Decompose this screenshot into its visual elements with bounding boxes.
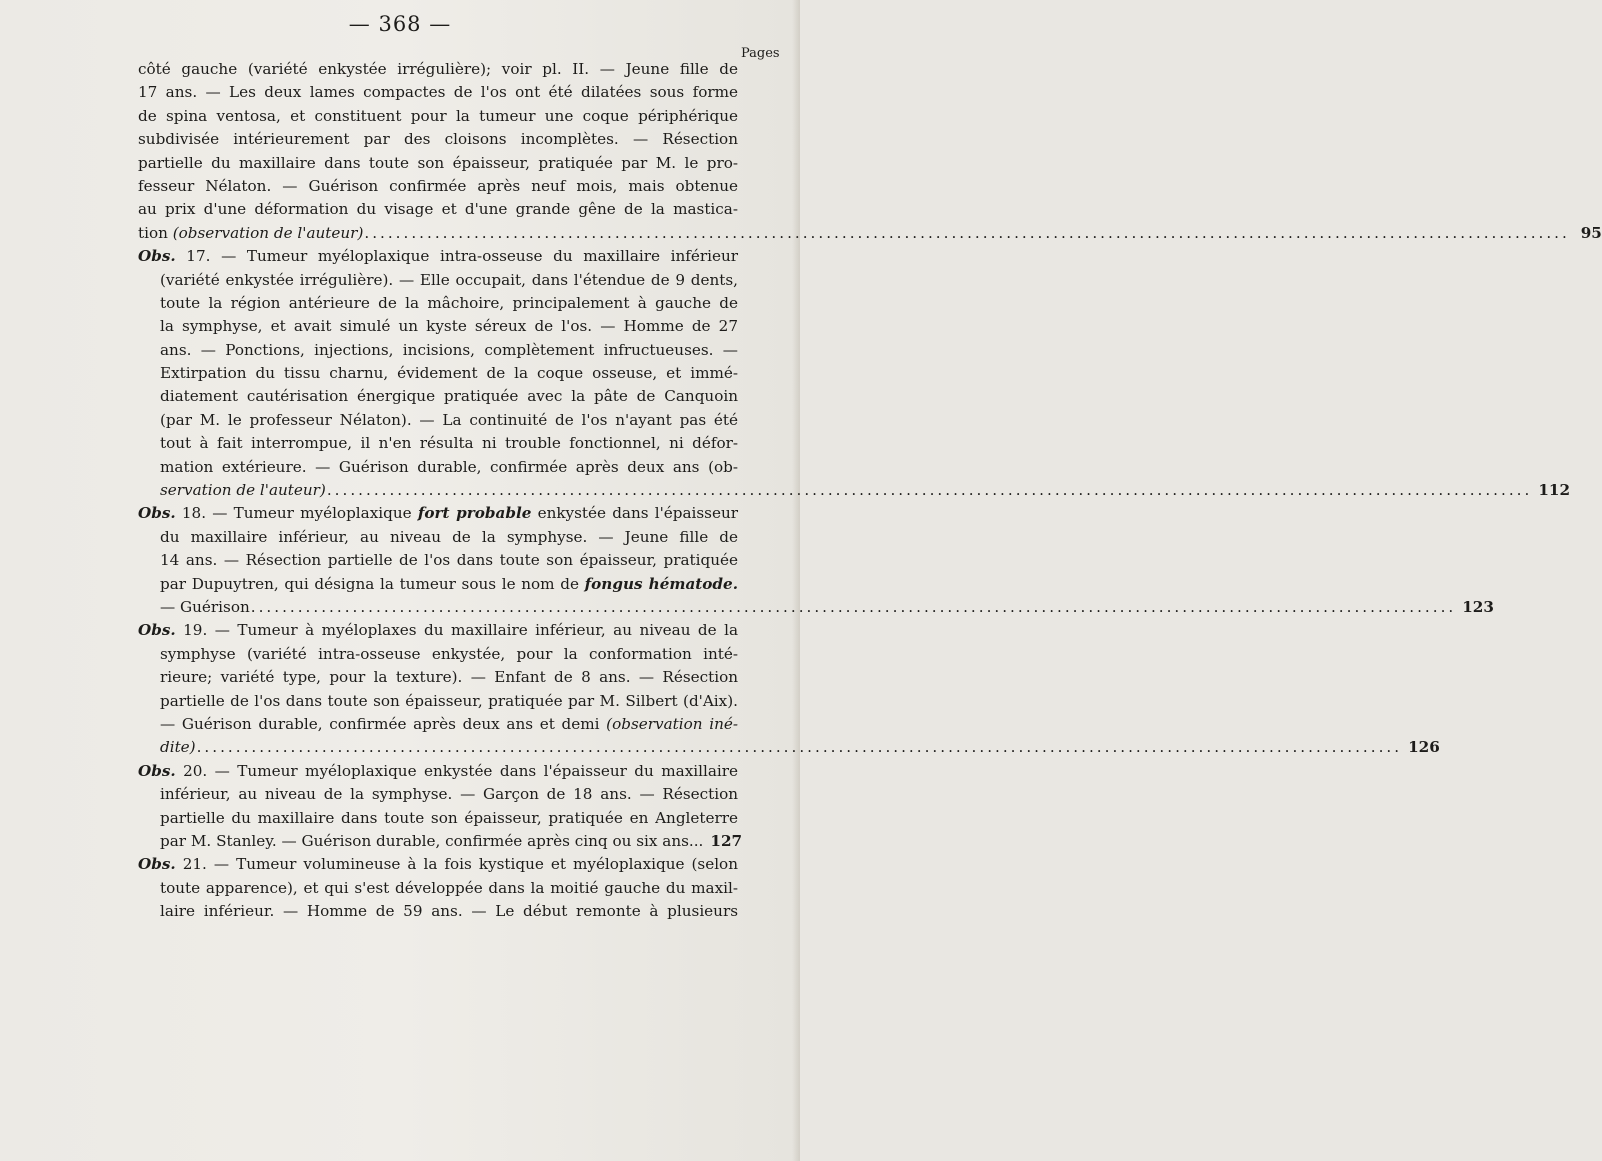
text-line: (variété enkystée irrégulière). — Elle occupait, dans l'étendue de 9 dents,	[160, 270, 738, 289]
text-line: toute apparence), et qui s'est développée dans la moitié gauche du maxil-	[160, 878, 738, 897]
text-line: 14 ans. — Résection partielle de l'os dans toute son épaisseur, pratiquée	[160, 551, 738, 570]
entry-last-line	[138, 222, 1602, 245]
text-line: partielle du maxillaire dans toute son épaisseur, pratiquée par M. le pro-	[138, 153, 738, 172]
text-fragment: 21. — Tumeur volumineuse à la fois kystique et myéloplaxique (selon	[175, 855, 738, 874]
italic-source-note: servation de l'auteur)	[160, 481, 326, 500]
entry-first-line	[138, 502, 738, 525]
entry-last-line	[138, 736, 1440, 759]
text-line: symphyse (variété intra-osseuse enkystée, pour la conformation inté-	[160, 644, 738, 663]
obs-label: Obs.	[138, 621, 176, 640]
text-fragment: enkystée dans l'épaisseur	[531, 504, 739, 523]
text-line: (par M. le professeur Nélaton). — La continuité de l'os n'ayant pas été	[160, 410, 738, 429]
text-line: 17 ans. — Les deux lames compactes de l'os ont été dilatées sous forme	[138, 83, 738, 102]
text-line: toute la région antérieure de la mâchoire, principalement à gauche de	[160, 293, 738, 312]
text-fragment: par M. Stanley. — Guérison durable, confirmée après cinq ou six ans...	[160, 831, 704, 850]
obs-label: Obs.	[138, 247, 176, 266]
text-line: inférieur, au niveau de la symphyse. — Garçon de 18 ans. — Résection	[160, 785, 738, 804]
text-line: partielle du maxillaire dans toute son épaisseur, pratiquée en Angleterre	[160, 808, 738, 827]
text-line: mation extérieure. — Guérison durable, confirmée après deux ans (ob-	[160, 457, 738, 476]
italic-emphasis: fort probable	[417, 504, 532, 523]
text-fragment: tion	[138, 223, 173, 242]
entry-first-line	[138, 853, 738, 876]
observations-list	[138, 58, 1602, 923]
text-fragment: 17. — Tumeur myéloplaxique intra-osseuse du maxillaire inférieur	[175, 247, 738, 266]
scan-edge-shadow	[792, 0, 800, 1161]
entry-first-line	[138, 245, 738, 268]
text-line: Extirpation du tissu charnu, évidement de la coque osseuse, et immé-	[160, 364, 738, 383]
text-line: partielle de l'os dans toute son épaisseur, pratiquée par M. Silbert (d'Aix).	[160, 691, 738, 710]
entry-first-line	[138, 760, 738, 783]
text-line: tout à fait interrompue, il n'en résulta ni trouble fonctionnel, ni défor-	[160, 434, 738, 453]
text-line-with-emphasis	[138, 713, 738, 736]
pages-column-label: Pages	[741, 46, 780, 61]
page-reference: 95	[1580, 223, 1602, 242]
text-fragment: 19. — Tumeur à myéloplaxes du maxillaire inférieur, au niveau de la	[175, 621, 738, 640]
page-reference: 123	[1462, 597, 1494, 616]
entry-last-line	[138, 830, 743, 853]
obs-label: Obs.	[138, 761, 176, 780]
observation-19	[138, 619, 1440, 759]
dot-leader	[364, 222, 1569, 245]
italic-source-note: dite)	[160, 738, 196, 757]
text-line: de spina ventosa, et constituent pour la tumeur une coque périphérique	[138, 106, 738, 125]
dot-leader	[251, 596, 1456, 619]
text-line-with-emphasis	[138, 573, 738, 596]
entry-last-line	[138, 479, 1571, 502]
observation-18	[138, 502, 1494, 619]
observation-21	[138, 853, 738, 923]
text-line: rieure; variété type, pour la texture). — Enfant de 8 ans. — Résection	[160, 668, 738, 687]
observation-20	[138, 760, 743, 854]
italic-source-note: (observation iné-	[606, 714, 738, 733]
page-reference: 127	[710, 831, 743, 850]
observation-16-continuation	[138, 58, 1602, 245]
entry-first-line	[138, 619, 738, 642]
obs-label: Obs.	[138, 855, 176, 874]
page-reference: 126	[1408, 738, 1440, 757]
text-line: diatement cautérisation énergique pratiquée avec la pâte de Canquoin	[160, 387, 738, 406]
text-line: la symphyse, et avait simulé un kyste séreux de l'os. — Homme de 27	[160, 317, 738, 336]
observation-17	[138, 245, 1571, 502]
text-line: subdivisée intérieurement par des cloisons incomplètes. — Résection	[138, 130, 738, 149]
text-fragment: 20. — Tumeur myéloplaxique enkystée dans l'épaisseur du maxillaire	[175, 761, 738, 780]
text-line: fesseur Nélaton. — Guérison confirmée après neuf mois, mais obtenue	[138, 176, 738, 195]
page-reference: 112	[1538, 481, 1571, 500]
entry-last-line	[138, 596, 1494, 619]
text-line: côté gauche (variété enkystée irrégulière); voir pl. II. — Jeune fille de	[138, 60, 738, 78]
dot-leader	[327, 479, 1532, 502]
text-line: ans. — Ponctions, injections, incisions, complètement infructueuses. —	[160, 340, 738, 359]
italic-emphasis: fongus hématode.	[584, 574, 738, 593]
italic-source-note: (observation de l'auteur)	[172, 223, 364, 242]
text-fragment: — Guérison durable, confirmée après deux ans et demi	[160, 714, 607, 733]
text-fragment: 18. — Tumeur myéloplaxique	[175, 504, 418, 523]
page-number-header: — 368 —	[348, 12, 452, 36]
text-fragment: — Guérison	[160, 597, 250, 616]
text-line: du maxillaire inférieur, au niveau de la symphyse. — Jeune fille de	[160, 527, 738, 546]
obs-label: Obs.	[138, 504, 176, 523]
text-line: au prix d'une déformation du visage et d'une grande gêne de la mastica-	[138, 200, 738, 219]
text-fragment: par Dupuytren, qui désigna la tumeur sous le nom de	[160, 574, 585, 593]
text-line: laire inférieur. — Homme de 59 ans. — Le début remonte à plusieurs	[160, 902, 738, 921]
